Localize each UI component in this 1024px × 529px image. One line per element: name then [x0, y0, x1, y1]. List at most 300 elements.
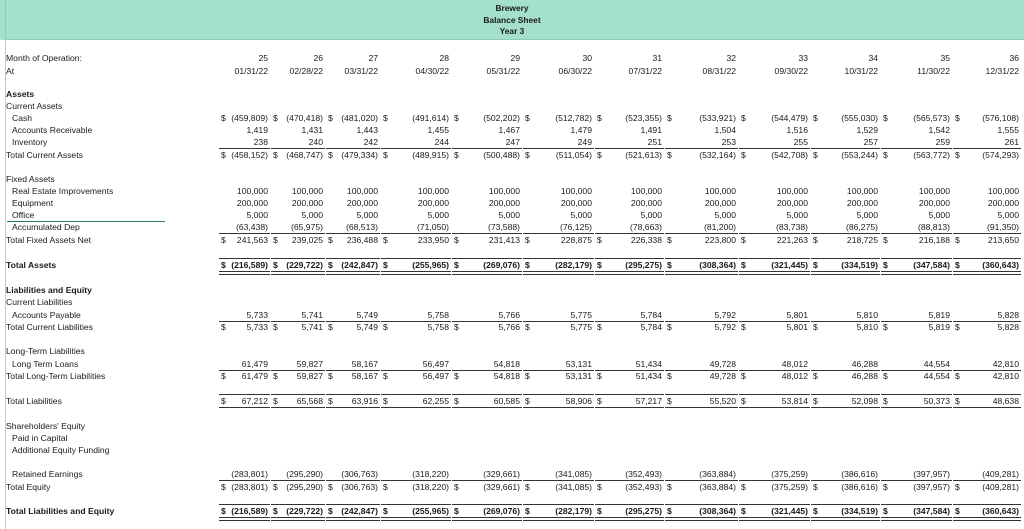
currency-symbol[interactable]: $: [273, 113, 278, 123]
currency-symbol[interactable]: $: [597, 235, 602, 245]
value-cell[interactable]: 200,000: [846, 198, 878, 208]
currency-symbol[interactable]: $: [525, 260, 530, 270]
value-cell[interactable]: (542,708): [771, 150, 808, 160]
value-cell[interactable]: (341,085): [555, 482, 592, 492]
value-cell[interactable]: (63,438): [235, 222, 268, 232]
currency-symbol[interactable]: $: [328, 482, 333, 492]
currency-symbol[interactable]: $: [273, 150, 278, 160]
value-cell[interactable]: (86,275): [845, 222, 878, 232]
value-cell[interactable]: (458,152): [231, 150, 268, 160]
value-cell[interactable]: 44,554: [923, 371, 950, 381]
value-cell[interactable]: (255,965): [412, 506, 449, 516]
currency-symbol[interactable]: $: [667, 482, 672, 492]
value-cell[interactable]: (269,076): [483, 260, 520, 270]
value-cell[interactable]: 200,000: [488, 198, 520, 208]
value-cell[interactable]: (375,259): [771, 469, 808, 479]
value-cell[interactable]: 5,819: [928, 310, 950, 320]
value-cell[interactable]: 100,000: [291, 186, 323, 196]
row-label[interactable]: Accumulated Dep: [12, 222, 80, 232]
value-cell[interactable]: 200,000: [704, 198, 736, 208]
currency-symbol[interactable]: $: [813, 322, 818, 332]
row-label[interactable]: Shareholders' Equity: [6, 421, 86, 431]
month-date-cell[interactable]: 04/30/22: [415, 66, 449, 76]
month-number-cell[interactable]: 33: [798, 53, 808, 63]
value-cell[interactable]: (347,584): [913, 506, 950, 516]
currency-symbol[interactable]: $: [273, 506, 278, 516]
value-cell[interactable]: 54,818: [493, 371, 520, 381]
currency-symbol[interactable]: $: [454, 506, 459, 516]
month-date-cell[interactable]: 11/30/22: [917, 66, 950, 76]
currency-symbol[interactable]: $: [813, 260, 818, 270]
value-cell[interactable]: 62,255: [422, 396, 449, 406]
currency-symbol[interactable]: $: [597, 506, 602, 516]
value-cell[interactable]: 100,000: [918, 186, 950, 196]
value-cell[interactable]: 240: [308, 137, 323, 147]
currency-symbol[interactable]: $: [741, 260, 746, 270]
currency-symbol[interactable]: $: [273, 482, 278, 492]
value-cell[interactable]: 53,131: [565, 371, 592, 381]
currency-symbol[interactable]: $: [741, 235, 746, 245]
row-label[interactable]: Current Assets: [6, 101, 63, 111]
currency-symbol[interactable]: $: [813, 150, 818, 160]
currency-symbol[interactable]: $: [955, 506, 960, 516]
value-cell[interactable]: 5,749: [356, 310, 378, 320]
value-cell[interactable]: (76,125): [559, 222, 592, 232]
row-label[interactable]: Paid in Capital: [12, 433, 68, 443]
currency-symbol[interactable]: $: [667, 371, 672, 381]
value-cell[interactable]: (306,763): [341, 482, 378, 492]
currency-symbol[interactable]: $: [383, 260, 388, 270]
currency-symbol[interactable]: $: [883, 322, 888, 332]
value-cell[interactable]: (329,661): [483, 469, 520, 479]
value-cell[interactable]: 5,828: [997, 322, 1019, 332]
value-cell[interactable]: 5,000: [570, 210, 592, 220]
currency-symbol[interactable]: $: [525, 150, 530, 160]
value-cell[interactable]: 60,585: [493, 396, 520, 406]
value-cell[interactable]: 52,098: [851, 396, 878, 406]
month-number-cell[interactable]: 27: [368, 53, 378, 63]
value-cell[interactable]: 1,467: [498, 125, 520, 135]
value-cell[interactable]: 48,012: [781, 359, 808, 369]
row-label[interactable]: Equipment: [12, 198, 54, 208]
value-cell[interactable]: 61,479: [241, 359, 268, 369]
value-cell[interactable]: 1,491: [640, 125, 662, 135]
value-cell[interactable]: 200,000: [918, 198, 950, 208]
currency-symbol[interactable]: $: [667, 322, 672, 332]
month-date-cell[interactable]: 03/31/22: [344, 66, 378, 76]
value-cell[interactable]: 200,000: [346, 198, 378, 208]
row-label[interactable]: Long Term Loans: [12, 359, 79, 369]
month-number-cell[interactable]: 31: [652, 53, 662, 63]
month-number-cell[interactable]: 34: [868, 53, 878, 63]
currency-symbol[interactable]: $: [525, 396, 530, 406]
value-cell[interactable]: 56,497: [422, 371, 449, 381]
month-date-cell[interactable]: 08/31/22: [702, 66, 736, 76]
value-cell[interactable]: 67,212: [241, 396, 268, 406]
value-cell[interactable]: (308,364): [699, 260, 736, 270]
currency-symbol[interactable]: $: [221, 482, 226, 492]
value-cell[interactable]: 5,766: [498, 322, 520, 332]
value-cell[interactable]: 58,906: [565, 396, 592, 406]
month-date-cell[interactable]: 12/31/22: [985, 66, 1019, 76]
value-cell[interactable]: 5,775: [570, 322, 592, 332]
value-cell[interactable]: (295,275): [625, 506, 662, 516]
value-cell[interactable]: (78,663): [629, 222, 662, 232]
value-cell[interactable]: (397,957): [913, 482, 950, 492]
value-cell[interactable]: 57,217: [635, 396, 662, 406]
value-cell[interactable]: 238: [253, 137, 268, 147]
value-cell[interactable]: 221,263: [776, 235, 808, 245]
value-cell[interactable]: (295,290): [286, 469, 323, 479]
value-cell[interactable]: (334,519): [841, 260, 878, 270]
value-cell[interactable]: 200,000: [417, 198, 449, 208]
value-cell[interactable]: 100,000: [346, 186, 378, 196]
value-cell[interactable]: (459,809): [231, 113, 268, 123]
currency-symbol[interactable]: $: [328, 506, 333, 516]
currency-symbol[interactable]: $: [741, 150, 746, 160]
currency-symbol[interactable]: $: [273, 260, 278, 270]
value-cell[interactable]: 5,000: [997, 210, 1019, 220]
currency-symbol[interactable]: $: [597, 482, 602, 492]
value-cell[interactable]: 5,000: [356, 210, 378, 220]
row-label[interactable]: Current Liabilities: [6, 297, 73, 307]
value-cell[interactable]: (352,493): [625, 482, 662, 492]
value-cell[interactable]: (386,616): [841, 469, 878, 479]
currency-symbol[interactable]: $: [813, 396, 818, 406]
month-date-cell[interactable]: 09/30/22: [774, 66, 808, 76]
value-cell[interactable]: (242,847): [341, 506, 378, 516]
row-label[interactable]: Total Liabilities and Equity: [6, 506, 115, 516]
row-label[interactable]: Total Current Assets: [6, 150, 83, 160]
currency-symbol[interactable]: $: [221, 150, 226, 160]
value-cell[interactable]: 53,814: [781, 396, 808, 406]
currency-symbol[interactable]: $: [597, 322, 602, 332]
month-date-cell[interactable]: 02/28/22: [289, 66, 323, 76]
currency-symbol[interactable]: $: [383, 150, 388, 160]
value-cell[interactable]: 200,000: [630, 198, 662, 208]
value-cell[interactable]: (306,763): [341, 469, 378, 479]
value-cell[interactable]: (283,801): [231, 469, 268, 479]
value-cell[interactable]: (397,957): [913, 469, 950, 479]
value-cell[interactable]: (318,220): [412, 482, 449, 492]
value-cell[interactable]: (360,643): [982, 260, 1019, 270]
value-cell[interactable]: 5,775: [570, 310, 592, 320]
value-cell[interactable]: (282,179): [555, 260, 592, 270]
currency-symbol[interactable]: $: [597, 150, 602, 160]
value-cell[interactable]: (65,975): [290, 222, 323, 232]
value-cell[interactable]: (282,179): [555, 506, 592, 516]
value-cell[interactable]: 1,504: [714, 125, 736, 135]
value-cell[interactable]: 46,288: [851, 359, 878, 369]
currency-symbol[interactable]: $: [383, 322, 388, 332]
currency-symbol[interactable]: $: [221, 260, 226, 270]
currency-symbol[interactable]: $: [955, 113, 960, 123]
value-cell[interactable]: 5,000: [640, 210, 662, 220]
currency-symbol[interactable]: $: [454, 322, 459, 332]
value-cell[interactable]: (269,076): [483, 506, 520, 516]
value-cell[interactable]: 5,000: [427, 210, 449, 220]
currency-symbol[interactable]: $: [328, 396, 333, 406]
value-cell[interactable]: (295,290): [286, 482, 323, 492]
currency-symbol[interactable]: $: [883, 113, 888, 123]
value-cell[interactable]: 100,000: [417, 186, 449, 196]
value-cell[interactable]: 100,000: [987, 186, 1019, 196]
currency-symbol[interactable]: $: [955, 260, 960, 270]
currency-symbol[interactable]: $: [273, 396, 278, 406]
currency-symbol[interactable]: $: [955, 150, 960, 160]
value-cell[interactable]: 55,520: [709, 396, 736, 406]
value-cell[interactable]: (553,244): [841, 150, 878, 160]
row-label[interactable]: Retained Earnings: [12, 469, 83, 479]
value-cell[interactable]: 255: [793, 137, 808, 147]
value-cell[interactable]: 5,741: [301, 322, 323, 332]
value-cell[interactable]: 242: [363, 137, 378, 147]
value-cell[interactable]: 244: [434, 137, 449, 147]
value-cell[interactable]: 1,455: [427, 125, 449, 135]
value-cell[interactable]: 5,000: [714, 210, 736, 220]
value-cell[interactable]: 1,516: [786, 125, 808, 135]
row-label[interactable]: Total Equity: [6, 482, 51, 492]
currency-symbol[interactable]: $: [955, 322, 960, 332]
value-cell[interactable]: (88,813): [917, 222, 950, 232]
currency-symbol[interactable]: $: [813, 371, 818, 381]
value-cell[interactable]: 5,758: [427, 322, 449, 332]
value-cell[interactable]: 50,373: [923, 396, 950, 406]
value-cell[interactable]: 241,563: [236, 235, 268, 245]
value-cell[interactable]: 100,000: [846, 186, 878, 196]
value-cell[interactable]: 228,875: [560, 235, 592, 245]
currency-symbol[interactable]: $: [597, 396, 602, 406]
value-cell[interactable]: 1,419: [246, 125, 268, 135]
currency-symbol[interactable]: $: [883, 482, 888, 492]
currency-symbol[interactable]: $: [667, 260, 672, 270]
value-cell[interactable]: (229,722): [286, 260, 323, 270]
value-cell[interactable]: (321,445): [771, 506, 808, 516]
currency-symbol[interactable]: $: [328, 113, 333, 123]
value-cell[interactable]: 5,000: [786, 210, 808, 220]
month-number-cell[interactable]: 28: [439, 53, 449, 63]
value-cell[interactable]: (363,884): [699, 482, 736, 492]
currency-symbol[interactable]: $: [597, 260, 602, 270]
currency-symbol[interactable]: $: [741, 396, 746, 406]
month-date-cell[interactable]: 01/31/22: [234, 66, 268, 76]
currency-symbol[interactable]: $: [454, 396, 459, 406]
value-cell[interactable]: (68,513): [345, 222, 378, 232]
value-cell[interactable]: 48,012: [781, 371, 808, 381]
value-cell[interactable]: 5,792: [714, 310, 736, 320]
value-cell[interactable]: 46,288: [851, 371, 878, 381]
value-cell[interactable]: 5,810: [856, 322, 878, 332]
value-cell[interactable]: 233,950: [417, 235, 449, 245]
value-cell[interactable]: 5,733: [246, 310, 268, 320]
currency-symbol[interactable]: $: [955, 371, 960, 381]
currency-symbol[interactable]: $: [525, 322, 530, 332]
value-cell[interactable]: 1,542: [928, 125, 950, 135]
currency-symbol[interactable]: $: [955, 482, 960, 492]
month-number-cell[interactable]: 35: [940, 53, 950, 63]
value-cell[interactable]: (544,479): [771, 113, 808, 123]
value-cell[interactable]: 216,188: [918, 235, 950, 245]
value-cell[interactable]: 249: [577, 137, 592, 147]
value-cell[interactable]: (71,050): [416, 222, 449, 232]
row-label[interactable]: Office: [12, 210, 35, 220]
row-label[interactable]: Accounts Payable: [12, 310, 81, 320]
value-cell[interactable]: 100,000: [776, 186, 808, 196]
currency-symbol[interactable]: $: [454, 260, 459, 270]
value-cell[interactable]: (521,613): [625, 150, 662, 160]
month-date-cell[interactable]: 10/31/22: [844, 66, 878, 76]
value-cell[interactable]: 48,638: [992, 396, 1019, 406]
value-cell[interactable]: 1,431: [301, 125, 323, 135]
value-cell[interactable]: 257: [863, 137, 878, 147]
row-label[interactable]: Fixed Assets: [6, 174, 55, 184]
row-label[interactable]: Liabilities and Equity: [6, 285, 92, 295]
value-cell[interactable]: 213,650: [987, 235, 1019, 245]
value-cell[interactable]: 259: [935, 137, 950, 147]
value-cell[interactable]: 5,819: [928, 322, 950, 332]
month-date-cell[interactable]: 07/31/22: [628, 66, 662, 76]
value-cell[interactable]: 49,728: [709, 371, 736, 381]
value-cell[interactable]: 5,792: [714, 322, 736, 332]
value-cell[interactable]: (502,202): [483, 113, 520, 123]
value-cell[interactable]: 251: [647, 137, 662, 147]
currency-symbol[interactable]: $: [741, 113, 746, 123]
currency-symbol[interactable]: $: [741, 322, 746, 332]
value-cell[interactable]: (283,801): [231, 482, 268, 492]
value-cell[interactable]: (386,616): [841, 482, 878, 492]
at-label[interactable]: At: [6, 66, 15, 76]
currency-symbol[interactable]: $: [597, 113, 602, 123]
currency-symbol[interactable]: $: [383, 482, 388, 492]
value-cell[interactable]: 100,000: [488, 186, 520, 196]
value-cell[interactable]: 5,733: [246, 322, 268, 332]
currency-symbol[interactable]: $: [883, 396, 888, 406]
value-cell[interactable]: (242,847): [341, 260, 378, 270]
value-cell[interactable]: 5,000: [301, 210, 323, 220]
currency-symbol[interactable]: $: [328, 260, 333, 270]
value-cell[interactable]: 5,828: [997, 310, 1019, 320]
value-cell[interactable]: 200,000: [560, 198, 592, 208]
value-cell[interactable]: (329,661): [483, 482, 520, 492]
currency-symbol[interactable]: $: [883, 235, 888, 245]
currency-symbol[interactable]: $: [813, 482, 818, 492]
currency-symbol[interactable]: $: [813, 235, 818, 245]
value-cell[interactable]: (470,418): [286, 113, 323, 123]
value-cell[interactable]: (479,334): [341, 150, 378, 160]
currency-symbol[interactable]: $: [883, 260, 888, 270]
value-cell[interactable]: 58,167: [351, 359, 378, 369]
currency-symbol[interactable]: $: [525, 482, 530, 492]
value-cell[interactable]: (334,519): [841, 506, 878, 516]
value-cell[interactable]: 100,000: [704, 186, 736, 196]
value-cell[interactable]: (216,589): [231, 260, 268, 270]
currency-symbol[interactable]: $: [525, 113, 530, 123]
value-cell[interactable]: (532,164): [699, 150, 736, 160]
currency-symbol[interactable]: $: [525, 235, 530, 245]
currency-symbol[interactable]: $: [741, 371, 746, 381]
value-cell[interactable]: 5,000: [246, 210, 268, 220]
month-number-cell[interactable]: 25: [258, 53, 268, 63]
value-cell[interactable]: 42,810: [992, 371, 1019, 381]
month-date-cell[interactable]: 05/31/22: [486, 66, 520, 76]
value-cell[interactable]: (409,281): [982, 469, 1019, 479]
value-cell[interactable]: 44,554: [923, 359, 950, 369]
currency-symbol[interactable]: $: [383, 113, 388, 123]
value-cell[interactable]: 100,000: [236, 186, 268, 196]
row-label[interactable]: Assets: [6, 89, 35, 99]
currency-symbol[interactable]: $: [667, 150, 672, 160]
currency-symbol[interactable]: $: [383, 396, 388, 406]
value-cell[interactable]: (563,772): [913, 150, 950, 160]
currency-symbol[interactable]: $: [328, 235, 333, 245]
value-cell[interactable]: 5,000: [928, 210, 950, 220]
currency-symbol[interactable]: $: [525, 506, 530, 516]
currency-symbol[interactable]: $: [383, 235, 388, 245]
currency-symbol[interactable]: $: [328, 371, 333, 381]
row-label[interactable]: Long-Term Liabilities: [6, 346, 85, 356]
value-cell[interactable]: 63,916: [351, 396, 378, 406]
value-cell[interactable]: (523,355): [625, 113, 662, 123]
currency-symbol[interactable]: $: [667, 506, 672, 516]
value-cell[interactable]: 247: [505, 137, 520, 147]
row-label[interactable]: Total Fixed Assets Net: [6, 235, 92, 245]
month-number-cell[interactable]: 36: [1009, 53, 1019, 63]
value-cell[interactable]: 56,497: [422, 359, 449, 369]
value-cell[interactable]: (360,643): [982, 506, 1019, 516]
value-cell[interactable]: 223,800: [704, 235, 736, 245]
value-cell[interactable]: 236,488: [346, 235, 378, 245]
value-cell[interactable]: 5,000: [498, 210, 520, 220]
value-cell[interactable]: 58,167: [351, 371, 378, 381]
currency-symbol[interactable]: $: [273, 322, 278, 332]
value-cell[interactable]: 231,413: [488, 235, 520, 245]
currency-symbol[interactable]: $: [667, 235, 672, 245]
value-cell[interactable]: 5,784: [640, 310, 662, 320]
row-label[interactable]: Total Long-Term Liabilities: [6, 371, 106, 381]
currency-symbol[interactable]: $: [741, 482, 746, 492]
value-cell[interactable]: (91,350): [986, 222, 1019, 232]
row-label[interactable]: Real Estate Improvements: [12, 186, 114, 196]
value-cell[interactable]: (375,259): [771, 482, 808, 492]
value-cell[interactable]: 5,766: [498, 310, 520, 320]
value-cell[interactable]: (347,584): [913, 260, 950, 270]
currency-symbol[interactable]: $: [597, 371, 602, 381]
currency-symbol[interactable]: $: [273, 371, 278, 381]
currency-symbol[interactable]: $: [454, 235, 459, 245]
currency-symbol[interactable]: $: [221, 322, 226, 332]
value-cell[interactable]: 200,000: [236, 198, 268, 208]
value-cell[interactable]: (255,965): [412, 260, 449, 270]
currency-symbol[interactable]: $: [955, 396, 960, 406]
value-cell[interactable]: 239,025: [291, 235, 323, 245]
currency-symbol[interactable]: $: [883, 371, 888, 381]
value-cell[interactable]: 200,000: [291, 198, 323, 208]
value-cell[interactable]: 5,749: [356, 322, 378, 332]
value-cell[interactable]: (229,722): [286, 506, 323, 516]
value-cell[interactable]: (481,020): [341, 113, 378, 123]
currency-symbol[interactable]: $: [813, 113, 818, 123]
value-cell[interactable]: (576,108): [982, 113, 1019, 123]
value-cell[interactable]: 5,801: [786, 310, 808, 320]
row-label[interactable]: Total Current Liabilities: [6, 322, 93, 332]
currency-symbol[interactable]: $: [454, 113, 459, 123]
value-cell[interactable]: 54,818: [493, 359, 520, 369]
value-cell[interactable]: 200,000: [776, 198, 808, 208]
value-cell[interactable]: (468,747): [286, 150, 323, 160]
value-cell[interactable]: 100,000: [630, 186, 662, 196]
value-cell[interactable]: 1,555: [997, 125, 1019, 135]
currency-symbol[interactable]: $: [883, 150, 888, 160]
